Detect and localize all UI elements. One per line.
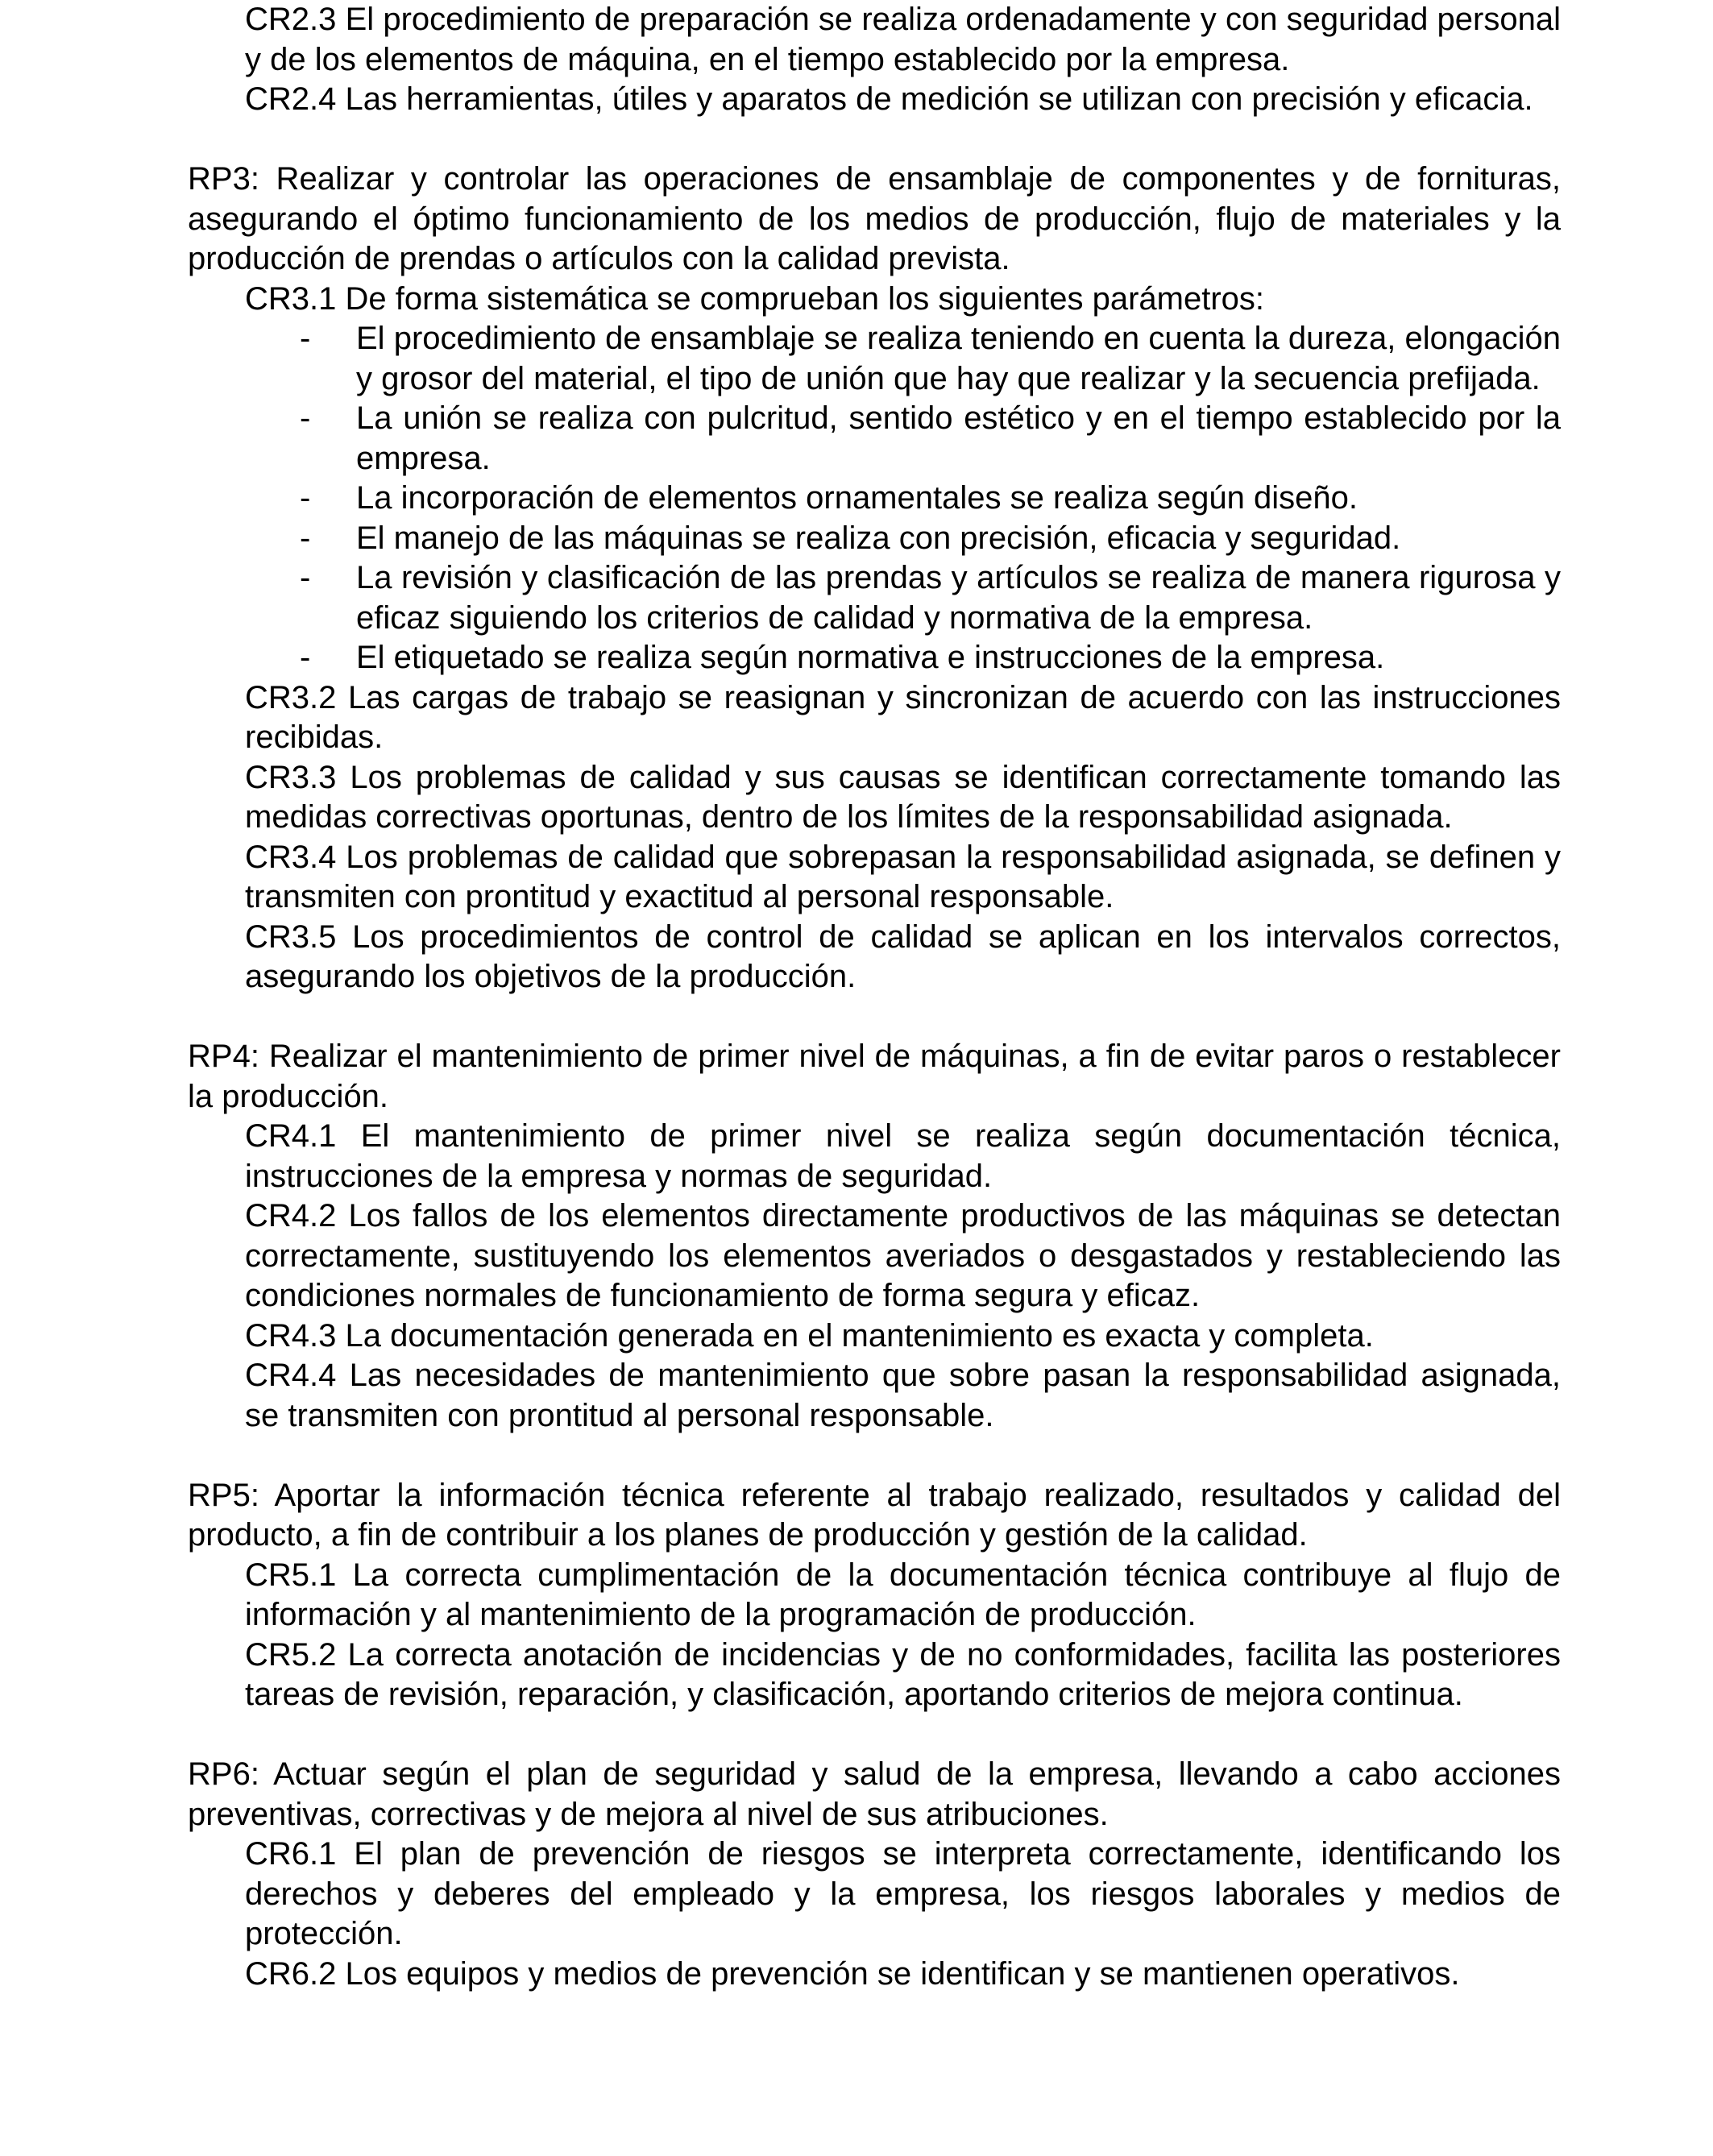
criterion-cr2-4: CR2.4 Las herramientas, útiles y aparatos de medición se utilizan con precisión y eficacia. (245, 81, 1533, 117)
section-rp4 (188, 1037, 1561, 1436)
criterion-cr5-1: CR5.1 La correcta cumplimentación de la documentación técnica contribuye al flujo de información y al mantenimiento de la programación de producción. (245, 1557, 1561, 1632)
criterion-cr5-2: CR5.2 La correcta anotación de incidencias y de no conformidades, facilita las posteriores tareas de revisión, reparación, y clasificación, aportando criterios de mejora continua. (245, 1636, 1561, 1712)
criterion-cr6-2: CR6.2 Los equipos y medios de prevención se identifican y se mantienen operativos. (245, 1955, 1460, 1992)
section-rp5 (188, 1476, 1561, 1715)
document-page (188, 0, 1561, 1994)
heading-rp3: RP3: Realizar y controlar las operaciones de ensamblaje de componentes y de fornituras, asegurando el óptimo funcionamiento de los medios de producción, flujo de materiales y la producción de prendas o artículos con la calidad prevista. (188, 161, 1561, 276)
list-item: - El procedimiento de ensamblaje se realiza teniendo en cuenta la dureza, elongación y grosor del material, el tipo de unión que hay que realizar y la secuencia prefijada. (356, 319, 1561, 399)
list-item: - El etiquetado se realiza según normativa e instrucciones de la empresa. (356, 638, 1561, 678)
heading-rp5: RP5: Aportar la información técnica referente al trabajo realizado, resultados y calidad del producto, a fin de contribuir a los planes de producción y gestión de la calidad. (188, 1477, 1561, 1553)
criterion-cr3-5: CR3.5 Los procedimientos de control de calidad se aplican en los intervalos correctos, asegurando los objetivos de la producción. (245, 918, 1561, 994)
criterion-cr3-3: CR3.3 Los problemas de calidad y sus causas se identifican correctamente tomando las medidas correctivas oportunas, dentro de los límites de la responsabilidad asignada. (245, 759, 1561, 835)
cr3-1-parameter-list (188, 319, 1561, 678)
criterion-cr3-1: CR3.1 De forma sistemática se comprueban los siguientes parámetros: (245, 280, 1264, 317)
criterion-cr4-2: CR4.2 Los fallos de los elementos directamente productivos de las máquinas se detectan correctamente, sustituyendo los elementos averiados o desgastados y restableciendo las condiciones normales de funcionamiento de forma segura y eficaz. (245, 1198, 1561, 1313)
heading-rp4: RP4: Realizar el mantenimiento de primer nivel de máquinas, a fin de evitar paros o restablecer la producción. (188, 1039, 1561, 1114)
heading-rp6: RP6: Actuar según el plan de seguridad y salud de la empresa, llevando a cabo acciones preventivas, correctivas y de mejora al nivel de sus atribuciones. (188, 1756, 1561, 1832)
criterion-cr4-4: CR4.4 Las necesidades de mantenimiento que sobre pasan la responsabilidad asignada, se transmiten con prontitud al personal responsable. (245, 1358, 1561, 1433)
criterion-cr3-2: CR3.2 Las cargas de trabajo se reasignan y sincronizan de acuerdo con las instrucciones recibidas. (245, 679, 1561, 755)
criterion-cr4-1: CR4.1 El mantenimiento de primer nivel se realiza según documentación técnica, instrucciones de la empresa y normas de seguridad. (245, 1118, 1561, 1194)
list-item: - La revisión y clasificación de las prendas y artículos se realiza de manera rigurosa y eficaz siguiendo los criterios de calidad y normativa de la empresa. (356, 558, 1561, 638)
list-item: - La incorporación de elementos ornamentales se realiza según diseño. (356, 479, 1561, 519)
section-rp3 (188, 160, 1561, 997)
section-rp2 (188, 0, 1561, 120)
criterion-cr2-3: CR2.3 El procedimiento de preparación se realiza ordenadamente y con seguridad personal y de los elementos de máquina, en el tiempo establecido por la empresa. (245, 2, 1561, 77)
list-item: - El manejo de las máquinas se realiza con precisión, eficacia y seguridad. (356, 519, 1561, 559)
list-item: - La unión se realiza con pulcritud, sentido estético y en el tiempo establecido por la empresa. (356, 399, 1561, 479)
criterion-cr4-3: CR4.3 La documentación generada en el mantenimiento es exacta y completa. (245, 1317, 1374, 1354)
criterion-cr3-4: CR3.4 Los problemas de calidad que sobrepasan la responsabilidad asignada, se definen y transmiten con prontitud y exactitud al personal responsable. (245, 839, 1561, 914)
section-rp6 (188, 1755, 1561, 1994)
criterion-cr6-1: CR6.1 El plan de prevención de riesgos se interpreta correctamente, identificando los derechos y deberes del empleado y la empresa, los riesgos laborales y medios de protección. (245, 1836, 1561, 1951)
